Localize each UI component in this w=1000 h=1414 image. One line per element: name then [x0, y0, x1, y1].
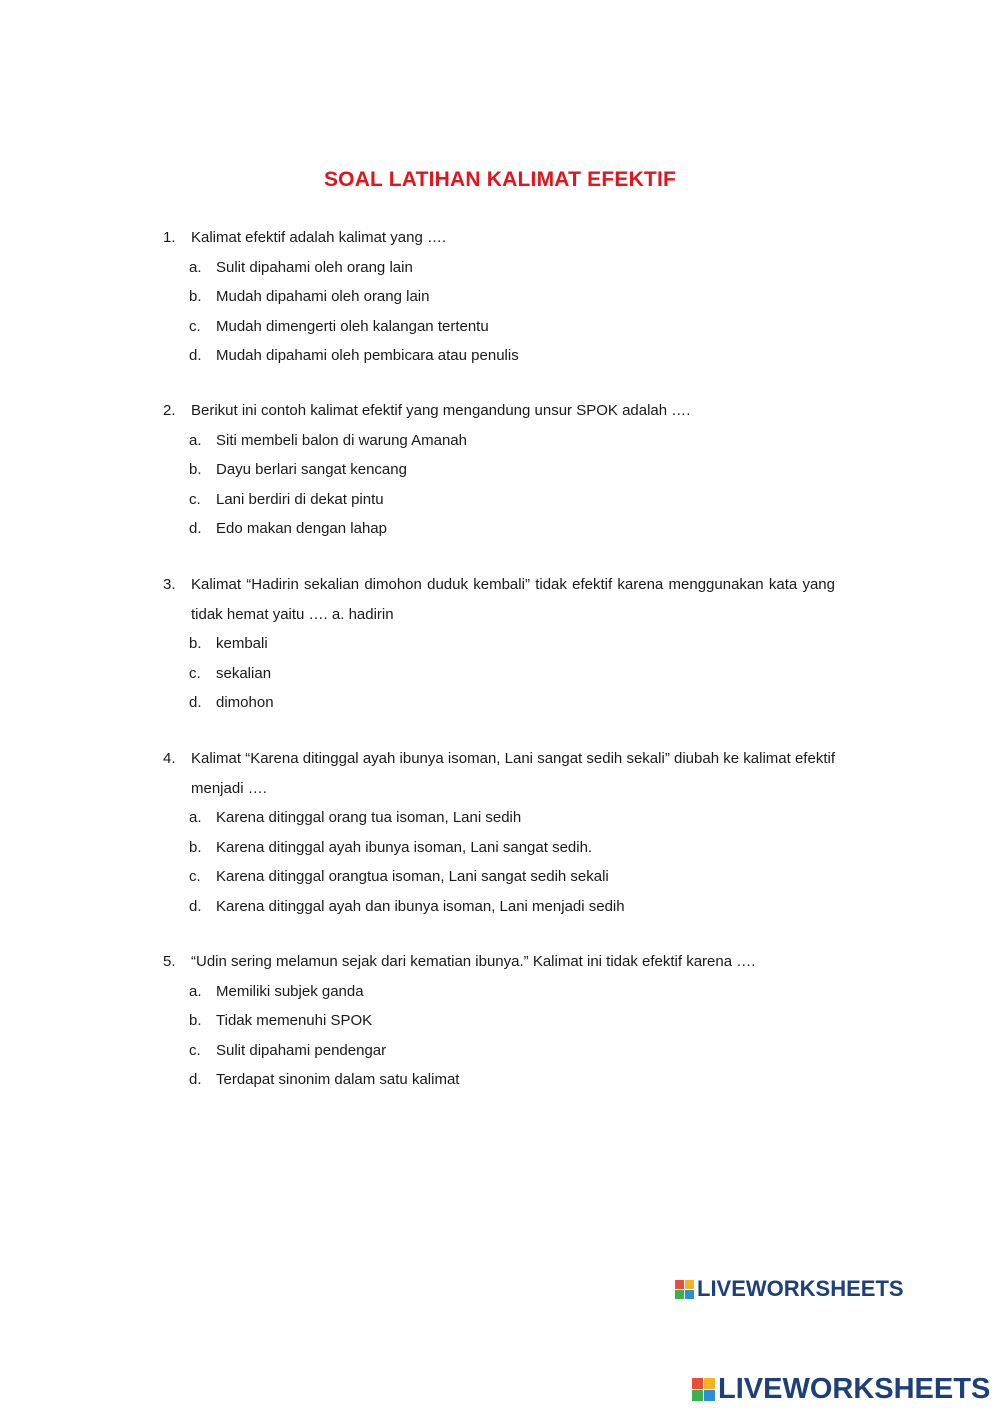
liveworksheets-logo-icon — [675, 1280, 694, 1299]
option-letter: a. — [189, 809, 202, 826]
option-text: Mudah dipahami oleh pembicara atau penulis — [216, 347, 519, 364]
option-letter: d. — [189, 694, 202, 711]
question-number: 2. — [163, 402, 176, 419]
option-c[interactable] — [163, 312, 835, 342]
option-letter: d. — [189, 1071, 202, 1088]
question-text: “Udin sering melamun sejak dari kematian ibunya.” Kalimat ini tidak efektif karena …. — [191, 953, 756, 970]
question-number: 3. — [163, 576, 176, 593]
option-letter: a. — [189, 982, 202, 1000]
option-c[interactable] — [163, 659, 835, 689]
question-number: 1. — [163, 229, 176, 246]
option-text: sekalian — [216, 664, 272, 682]
liveworksheets-logo — [675, 1276, 904, 1302]
question-5 — [163, 947, 835, 1095]
option-text: Lani berdiri di dekat pintu — [216, 490, 384, 508]
question-text: Kalimat efektif adalah kalimat yang …. — [191, 229, 447, 246]
question-text-row — [163, 947, 835, 977]
option-d[interactable] — [163, 892, 835, 922]
logo-text: LIVEWORKSHEETS — [697, 1276, 904, 1301]
question-number: 5. — [163, 953, 176, 970]
question-text: Kalimat “Hadirin sekalian dimohon duduk kembali” tidak efektif karena menggunakan kata yang tidak hemat yaitu …. a. hadirin — [191, 576, 835, 623]
option-text: Tidak memenuhi SPOK — [216, 1012, 373, 1029]
option-c[interactable] — [163, 862, 835, 892]
option-letter: a. — [189, 431, 202, 449]
option-a[interactable] — [163, 426, 835, 456]
question-text-row — [163, 396, 835, 426]
option-d[interactable] — [163, 1065, 835, 1095]
option-b[interactable] — [163, 455, 835, 485]
question-text-row — [163, 223, 835, 253]
option-letter: a. — [189, 258, 202, 276]
option-d[interactable] — [163, 341, 835, 371]
page-title: SOAL LATIHAN KALIMAT EFEKTIF — [323, 168, 677, 191]
option-text: Edo makan dengan lahap — [216, 520, 387, 537]
option-text: Siti membeli balon di warung Amanah — [216, 431, 467, 449]
question-text-row — [163, 570, 835, 629]
option-letter: c. — [189, 868, 201, 885]
option-text: Sulit dipahami pendengar — [216, 1041, 387, 1059]
option-text: Mudah dimengerti oleh kalangan tertentu — [216, 317, 489, 335]
option-b[interactable] — [163, 833, 835, 863]
option-d[interactable] — [163, 688, 835, 718]
option-text: Terdapat sinonim dalam satu kalimat — [216, 1071, 460, 1088]
liveworksheets-footer-logo — [692, 1373, 990, 1406]
question-3 — [163, 570, 835, 718]
option-d[interactable] — [163, 514, 835, 544]
option-text: Memiliki subjek ganda — [216, 982, 364, 1000]
option-text: Mudah dipahami oleh orang lain — [216, 288, 430, 305]
option-letter: d. — [189, 520, 202, 537]
option-text: Karena ditinggal ayah ibunya isoman, Lani sangat sedih. — [216, 838, 593, 856]
logo-text: LIVEWORKSHEETS — [718, 1373, 991, 1405]
option-text: Karena ditinggal ayah dan ibunya isoman, Lani menjadi sedih — [216, 897, 625, 915]
option-text: dimohon — [216, 694, 274, 711]
question-4 — [163, 744, 835, 921]
question-text: Berikut ini contoh kalimat efektif yang mengandung unsur SPOK adalah …. — [191, 402, 691, 419]
option-letter: c. — [189, 317, 201, 335]
option-text: Karena ditinggal orangtua isoman, Lani sangat sedih sekali — [216, 868, 609, 885]
option-c[interactable] — [163, 485, 835, 515]
option-b[interactable] — [163, 1006, 835, 1036]
option-letter: d. — [189, 347, 202, 364]
question-number: 4. — [163, 750, 176, 767]
option-letter: c. — [189, 1041, 201, 1059]
option-letter: b. — [189, 838, 202, 856]
option-letter: b. — [189, 461, 202, 478]
option-letter: d. — [189, 897, 202, 915]
option-b[interactable] — [163, 629, 835, 659]
option-letter: b. — [189, 288, 202, 305]
question-text-row — [163, 744, 835, 803]
option-letter: c. — [189, 664, 201, 682]
option-a[interactable] — [163, 803, 835, 833]
option-text: Sulit dipahami oleh orang lain — [216, 258, 413, 276]
question-1 — [163, 223, 835, 371]
option-letter: b. — [189, 635, 202, 652]
option-letter: b. — [189, 1012, 202, 1029]
option-a[interactable] — [163, 253, 835, 283]
option-c[interactable] — [163, 1036, 835, 1066]
option-text: Dayu berlari sangat kencang — [216, 461, 407, 478]
option-text: Karena ditinggal orang tua isoman, Lani sedih — [216, 809, 522, 826]
option-letter: c. — [189, 490, 201, 508]
option-text: kembali — [216, 635, 268, 652]
liveworksheets-logo-icon — [692, 1378, 715, 1401]
question-2 — [163, 396, 835, 544]
option-b[interactable] — [163, 282, 835, 312]
question-text: Kalimat “Karena ditinggal ayah ibunya isoman, Lani sangat sedih sekali” diubah ke kalimat efektif menjadi …. — [191, 750, 835, 797]
option-a[interactable] — [163, 977, 835, 1007]
